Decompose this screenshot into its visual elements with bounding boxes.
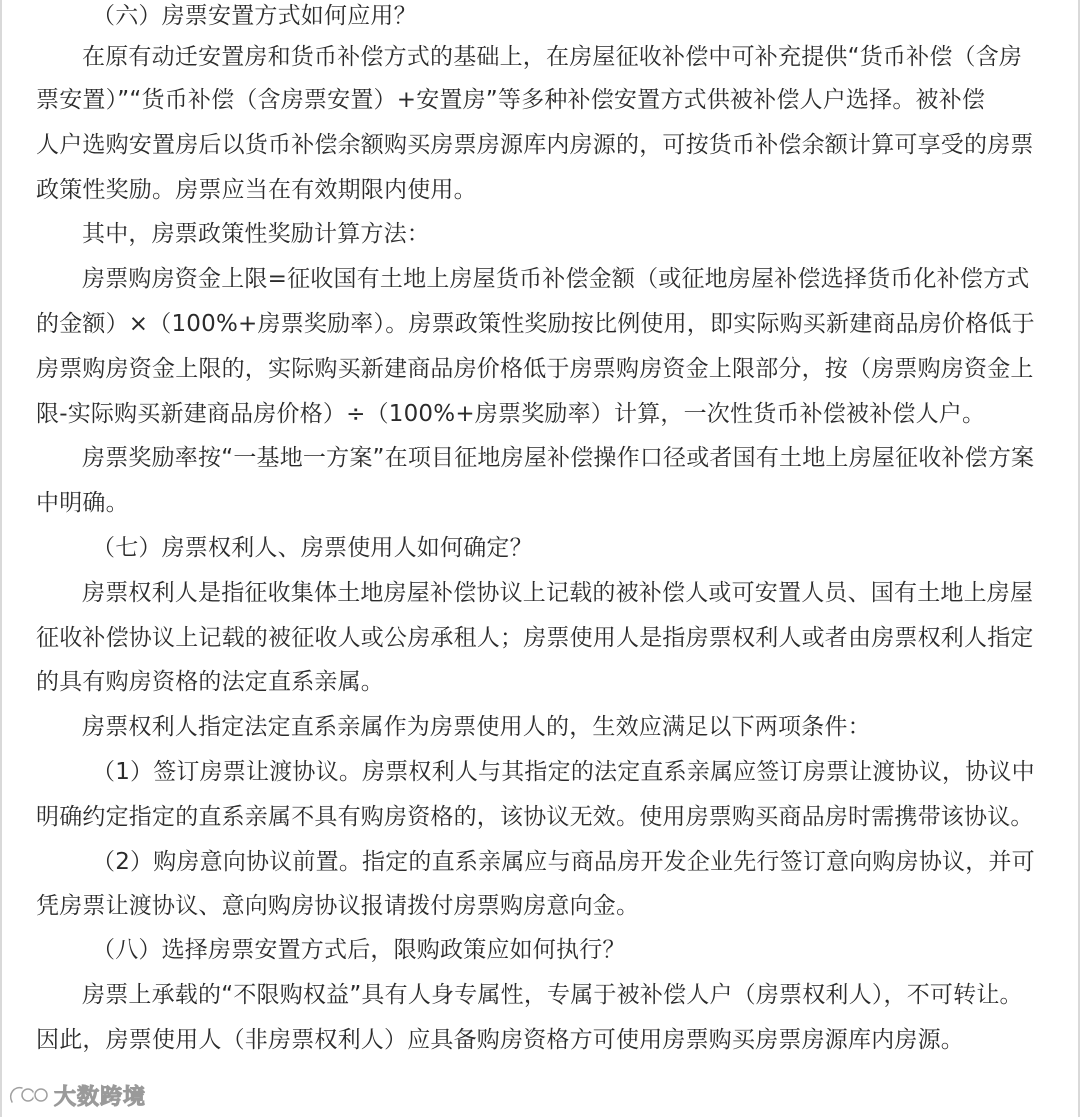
- paragraph-line: 房票奖励率按“一基地一方案”在项目征地房屋补偿操作口径或者国有土地上房屋征收补偿方案: [82, 445, 1035, 471]
- paragraph-line: 中明确。: [36, 490, 129, 516]
- paragraph-line: 因此，房票使用人（非房票权利人）应具备购房资格方可使用房票购买房票房源库内房源。: [36, 1027, 964, 1053]
- section-heading-6: （六）房票安置方式如何应用？: [92, 3, 417, 29]
- section-heading-7: （七）房票权利人、房票使用人如何确定？: [92, 535, 533, 561]
- paragraph-line: 票安置）”“货币补偿（含房票安置）+安置房”等多种补偿安置方式供被补偿人户选择。被补偿: [36, 87, 986, 113]
- paragraph-line: 房票权利人指定法定直系亲属作为房票使用人的，生效应满足以下两项条件：: [82, 714, 871, 740]
- list-item-1: （1）签订房票让渡协议。房票权利人与其指定的法定直系亲属应签订房票让渡协议，协议中: [92, 759, 1035, 785]
- paragraph-line: 房票权利人是指征收集体土地房屋补偿协议上记载的被补偿人或可安置人员、国有土地上房屋: [82, 580, 1034, 606]
- paragraph-line: 凭房票让渡协议、意向购房协议报请拨付房票购房意向金。: [36, 893, 640, 919]
- paragraph-line: 在原有动迁安置房和货币补偿方式的基础上，在房屋征收补偿中可补充提供“货币补偿（含房: [82, 44, 1023, 70]
- section-heading-8: （八）选择房票安置方式后，限购政策应如何执行？: [92, 937, 626, 963]
- page-left-border: [0, 0, 2, 1117]
- paragraph-line: 的金额）×（100%+房票奖励率）。房票政策性奖励按比例使用，即实际购买新建商品房价格低于: [36, 311, 1035, 337]
- paragraph-line: 房票购房资金上限=征收国有土地上房屋货币补偿金额（或征地房屋补偿选择货币化补偿方式: [82, 266, 1030, 292]
- list-item-2: （2）购房意向协议前置。指定的直系亲属应与商品房开发企业先行签订意向购房协议，并可: [92, 849, 1035, 875]
- paragraph-line: 限-实际购买新建商品房价格）÷（100%+房票奖励率）计算，一次性货币补偿被补偿人户。: [36, 401, 986, 427]
- paragraph-line: 人户选购安置房后以货币补偿余额购买房票房源库内房源的，可按货币补偿余额计算可享受的房票: [36, 132, 1034, 158]
- watermark-text: 大数跨境: [54, 1084, 147, 1110]
- watermark: [6, 1078, 146, 1112]
- watermark-logo-icon: [6, 1080, 50, 1110]
- paragraph-line: 明确约定指定的直系亲属不具有购房资格的，该协议无效。使用房票购买商品房时需携带该协议。: [36, 804, 1034, 830]
- paragraph-line: 房票上承载的“不限购权益”具有人身专属性，专属于被补偿人户（房票权利人），不可转让。: [82, 982, 1023, 1008]
- paragraph-line: 房票购房资金上限的，实际购买新建商品房价格低于房票购房资金上限部分，按（房票购房资金上: [36, 356, 1034, 382]
- paragraph-line: 征收补偿协议上记载的被征收人或公房承租人；房票使用人是指房票权利人或者由房票权利人指定: [36, 625, 1034, 651]
- paragraph-line: 政策性奖励。房票应当在有效期限内使用。: [36, 177, 477, 203]
- paragraph-line: 其中，房票政策性奖励计算方法：: [82, 221, 430, 247]
- paragraph-line: 的具有购房资格的法定直系亲属。: [36, 669, 384, 695]
